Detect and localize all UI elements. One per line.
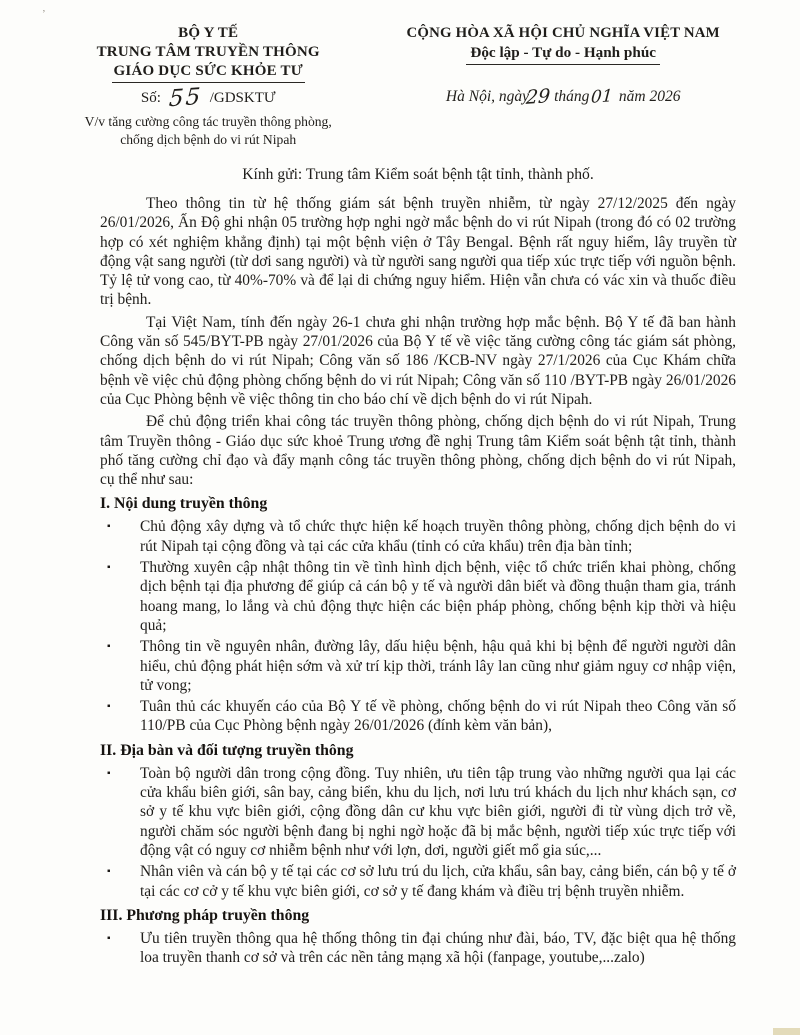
list-item-text: Nhân viên và cán bộ y tế tại các cơ sở lưu trú du lịch, cửa khẩu, sân bay, cảng biển, cán bộ y tế ở tại các cơ cở y tế khu vực biên giới, cơ sở y tế đang khám và điều trị bệnh truyền nhiễm. (140, 863, 736, 900)
list-item (100, 764, 736, 860)
document-number-handwritten: 55 (167, 83, 203, 113)
subject-line-1: V/v tăng cường công tác truyền thông phòng, (84, 114, 332, 129)
ministry-name: BỘ Y TẾ (178, 25, 239, 41)
scan-corner-artifact (773, 1028, 800, 1035)
list-item (100, 517, 736, 556)
bullet-square-icon: ▪ (107, 866, 111, 878)
list-item (100, 929, 736, 968)
subject-line-2: chống dịch bệnh do vi rút Nipah (120, 132, 297, 147)
list-item (100, 637, 736, 695)
list-item-text: Thông tin về nguyên nhân, đường lây, dấu hiệu bệnh, hậu quả khi bị bệnh để người người dân hiểu, chủ động phát hiện sớm và xử trí kịp thời, tránh lây lan cũng như giảm nguy cơ nhập viện, tử vong; (140, 638, 736, 694)
document-number-line (52, 83, 364, 113)
bullet-square-icon: ▪ (107, 641, 111, 653)
date-mid: tháng (554, 88, 590, 105)
national-title: CỘNG HÒA XÃ HỘI CHỦ NGHĨA VIỆT NAM (406, 25, 720, 41)
scan-speck-artifact: ’ (42, 8, 46, 20)
document-number-label: Số: (140, 90, 161, 106)
place-date-line (364, 85, 762, 109)
issuing-org-block (52, 24, 364, 149)
bullet-square-icon: ▪ (107, 767, 111, 779)
letter-header (0, 0, 800, 149)
list-item-text: Tuân thủ các khuyến cáo của Bộ Y tế về phòng, chống bệnh do vi rút Nipah theo Công văn số 110/PB của Cục Phòng bệnh ngày 26/01/2026 (đính kèm văn bản), (140, 698, 736, 735)
date-prefix: Hà Nội, ngày (445, 88, 529, 105)
section-heading-3: III. Phương pháp truyền thông (100, 906, 310, 924)
bullet-square-icon: ▪ (107, 562, 111, 574)
list-item-text: Ưu tiên truyền thông qua hệ thống thông tin đại chúng như đài, báo, TV, đặc biệt qua hệ thống loa truyền thanh cơ sở và trên các nền tảng mạng xã hội (fanpage, youtube,...zalo) (140, 929, 736, 967)
paragraph: Để chủ động triển khai công tác truyền thông phòng, chống dịch bệnh do vi rút Nipah, Trung tâm Truyền thông - Giáo dục sức khoẻ Trung ương đề nghị Trung tâm Kiểm soát bệnh tật tỉnh, thành phố tăng cường chỉ đạo và đẩy mạnh công tác truyền thông phòng, chống dịch bệnh do vi rút Nipah, cụ thể như sau: (100, 413, 736, 489)
section-heading-1: I. Nội dung truyền thông (100, 495, 268, 513)
date-suffix: năm 2026 (618, 88, 681, 105)
national-motto: Độc lập - Tự do - Hạnh phúc (364, 43, 762, 65)
org-name-line2: GIÁO DỤC SỨC KHỎE TƯ (52, 62, 364, 83)
letter-body (0, 166, 800, 967)
subject-line (52, 113, 364, 149)
document-number-suffix: /GDSKTƯ (209, 90, 276, 106)
list-item-text: Toàn bộ người dân trong cộng đồng. Tuy nhiên, ưu tiên tập trung vào những người qua lại các cửa khẩu biên giới, sân bay, cảng biển, khu du lịch, nơi lưu trú khách du lịch như khách sạn, cơ sở y tế khu vực biên giới, cộng đồng dân cư khu vực biên giới, người đi từ vùng dịch trở về, người chăm sóc người bệnh đang bị nghi ngờ hoặc đã bị mắc bệnh, người tiếp xúc trực tiếp với động vật có nguy cơ nhiễm bệnh như với lợn, dơi, người giết mổ gia súc,... (140, 764, 736, 859)
section-heading-2: II. Địa bàn và đối tượng truyền thông (100, 741, 354, 759)
national-header-block (364, 24, 762, 149)
org-name-line1: TRUNG TÂM TRUYỀN THÔNG (96, 44, 320, 60)
list-item-text: Chủ động xây dựng và tổ chức thực hiện kế hoạch truyền thông phòng, chống dịch bệnh do vi rút Nipah tại cộng đồng và tại các cửa khẩu (tỉnh có cửa khẩu) trên địa bàn tỉnh; (140, 518, 736, 555)
list-item (100, 862, 736, 901)
list-item (100, 558, 736, 635)
date-month-handwritten: 01 (590, 86, 614, 108)
paragraph: Tại Việt Nam, tính đến ngày 26-1 chưa ghi nhận trường hợp mắc bệnh. Bộ Y tế đã ban hành Công văn số 545/BYT-PB ngày 27/01/2026 của Bộ Y tế về việc tăng cường công tác giám sát phòng, chống dịch bệnh do vi rút Nipah; Công văn số 186 /KCB-NV ngày 27/1/2026 của Cục Khám chữa bệnh về việc chủ động phòng chống bệnh do vi rút Nipah; Công văn số 110 /BYT-PB ngày 26/01/2026 của Cục Phòng bệnh về việc thông tin cho báo chí về dịch bệnh do vi rút Nipah. (100, 313, 736, 408)
paragraph: Theo thông tin từ hệ thống giám sát bệnh truyền nhiễm, từ ngày 27/12/2025 đến ngày 26/01/2026, Ấn Độ ghi nhận 05 trường hợp nghi ngờ mắc bệnh do vi rút Nipah (trong đó có 02 trường hợp có xét nghiệm khẳng định) tại một bệnh viện ở Tây Bengal. Bệnh rất nguy hiểm, lây truyền từ động vật sang người (từ dơi sang người) và từ người sang người qua tiếp xúc trực tiếp với nguồn bệnh. Tỷ lệ tử vong cao, từ 40%-70% và để lại di chứng nguy hiểm. Hiện vẫn chưa có vác xin và thuốc điều trị bệnh. (100, 195, 736, 309)
bullet-square-icon: ▪ (107, 701, 111, 713)
date-day-handwritten: 29 (525, 85, 551, 109)
list-item (100, 697, 736, 736)
bullet-square-icon: ▪ (107, 932, 111, 944)
list-item-text: Thường xuyên cập nhật thông tin về tình hình dịch bệnh, việc tổ chức triển khai phòng, chống dịch bệnh tại địa phương để giúp cả cán bộ y tế và người dân biết và đồng thuận tham gia, tránh hoang mang, lo lắng và chủ động thực hiện các biện pháp phòng, chống bệnh kịp thời và hiệu quả; (140, 559, 736, 634)
bullet-square-icon: ▪ (107, 521, 111, 533)
salutation: Kính gửi: Trung tâm Kiểm soát bệnh tật tỉnh, thành phố. (242, 166, 594, 183)
